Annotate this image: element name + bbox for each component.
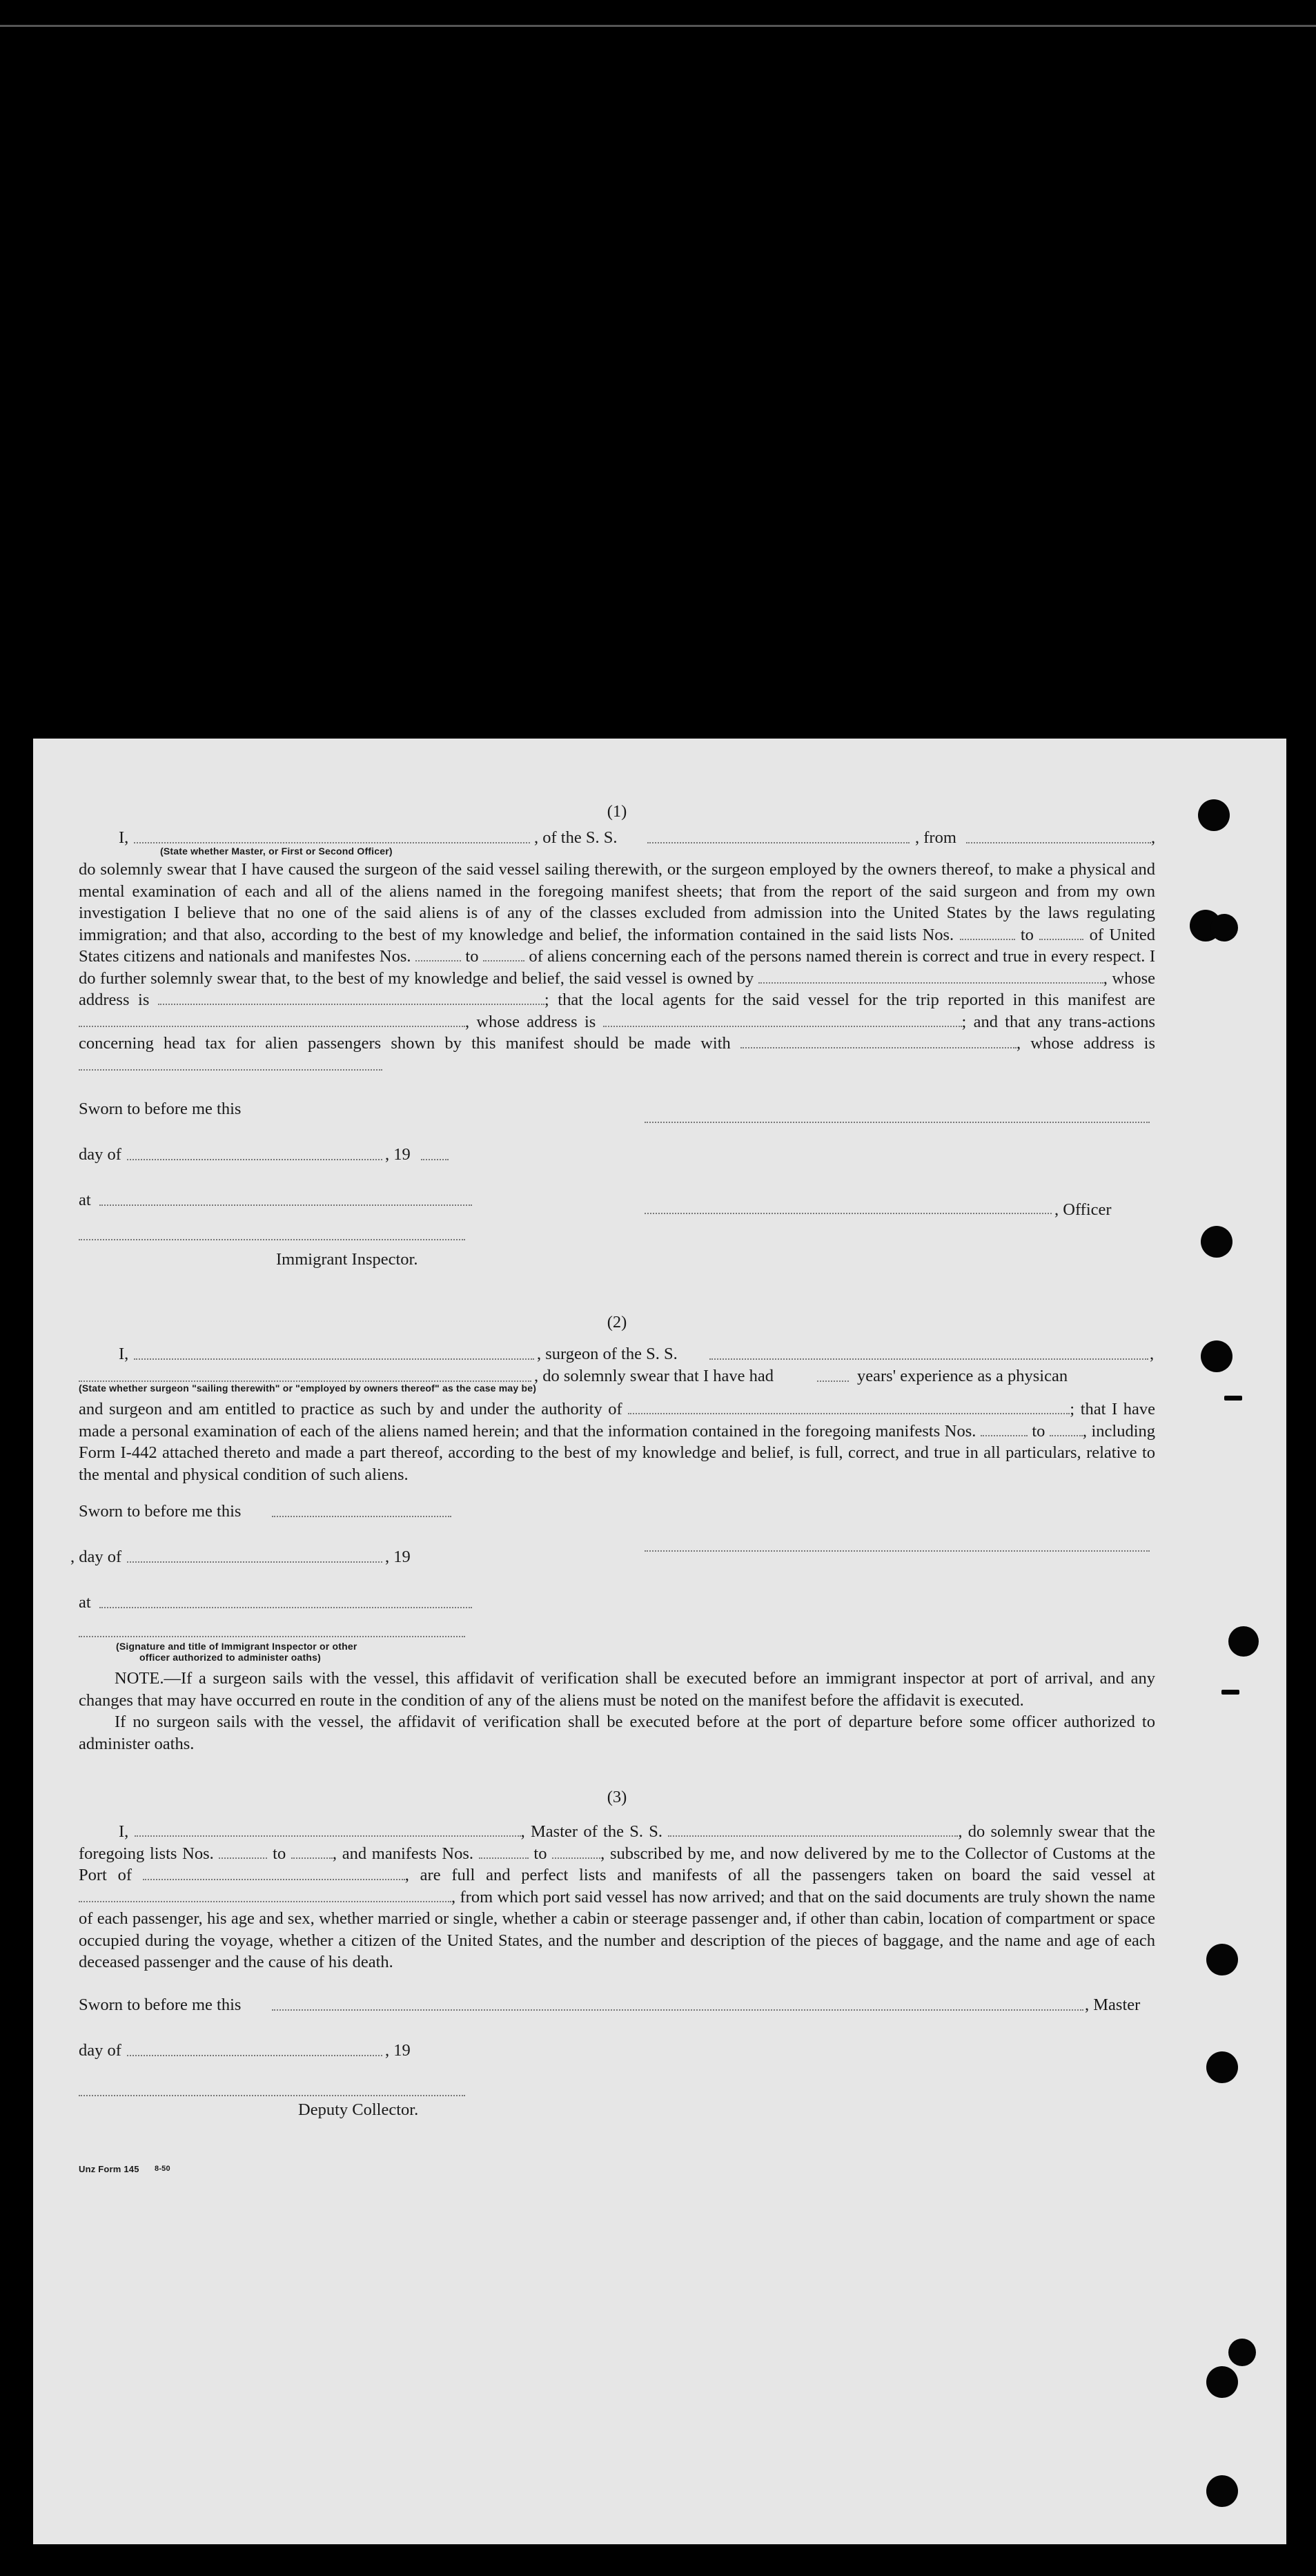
head-tax-party-blank — [740, 1035, 1017, 1048]
manifest-to-blank — [552, 1845, 600, 1859]
comma-text: , — [1151, 828, 1156, 847]
manifest-to-blank — [483, 948, 524, 962]
sworn-line: Sworn to before me this — [79, 1501, 1155, 1523]
punch-hole — [1206, 2475, 1238, 2507]
of-ss-text: , of the S. S. — [534, 828, 618, 847]
scan-edge-line — [0, 25, 1316, 27]
list-to-blank — [1039, 926, 1083, 940]
inspector-title: Immigrant Inspector. — [276, 1250, 418, 1269]
vessel-name-blank — [668, 1823, 958, 1837]
years-blank — [817, 1368, 849, 1382]
form-footer: Unz Form 145 8-50 — [79, 2163, 170, 2174]
authority-blank — [628, 1401, 1070, 1414]
from-port-blank — [966, 830, 1151, 843]
sworn-line: Sworn to before me this — [79, 1098, 1155, 1120]
inspector-line — [79, 1227, 1155, 1249]
sworn-line: Sworn to before me this , Master — [79, 1995, 1141, 2014]
port-blank — [143, 1866, 405, 1880]
master-name-blank — [135, 1823, 521, 1837]
signature-blank — [645, 1109, 1150, 1123]
punch-hole — [1198, 799, 1230, 831]
at-line: at — [79, 1592, 1155, 1614]
date-blank — [127, 2042, 382, 2056]
section-number: (2) — [607, 1313, 627, 1331]
date-blank — [127, 1146, 382, 1160]
place-blank — [99, 1594, 472, 1608]
oath-body: do solemnly swear that I have caused the surgeon of the said vessel sailing therewith, or the surgeon employed by the owners thereof, to make a physical and mental examination of each and all of the aliens named in the foregoing manifest sheets; that from the report of the said surgeon and from my own investigation I believe that no one of the said aliens is of any of the classes excluded from admission into the United States by the laws regulating immigration; and that also, according to the best of my knowledge and belief, the information contained in the said lists Nos. to of United States citizens and nationals and manifestes Nos. to of aliens concerning each of the persons named therein is correct and true in every respect. I do further solemnly swear that, to the best of my knowledge and belief, the said vessel is owned by , whose address is ; that the local agents for the said vessel for the trip reported in this manifest are , whose address is ; and that any trans-actions concerning head tax for alien passengers shown by this manifest should be made with , whose address is — [79, 859, 1155, 1076]
affidavit-form — [70, 801, 1156, 2180]
date-line: , day of , 19 — [79, 1546, 1155, 1568]
at-line: at , Officer — [79, 1191, 1112, 1219]
sworn-blank — [272, 1503, 451, 1517]
collector-blank — [79, 2082, 465, 2096]
officer-blank — [645, 1200, 1052, 1214]
section-3 — [79, 1786, 1155, 2180]
vessel-name-blank — [709, 1346, 1148, 1360]
document-page — [33, 739, 1286, 2544]
punch-hole — [1201, 1340, 1232, 1372]
sig-note: (Signature and title of Immigrant Inspector or other officer authorized to administer oaths) — [116, 1641, 357, 1663]
list-to-blank — [291, 1845, 333, 1859]
state-note: (State whether surgeon "sailing therewith" or "employed by owners thereof" as the case may be) — [79, 1383, 537, 1394]
manifest-from-blank — [415, 948, 461, 962]
list-from-blank — [960, 926, 1015, 940]
punch-mark — [1224, 1396, 1242, 1401]
manifest-to-blank — [1050, 1423, 1083, 1436]
owner-address-blank — [158, 991, 544, 1005]
surgeon-body: and surgeon and am entitled to practice as such by and under the authority of ; that I have made a personal examination of each of the aliens named herein; and that the information contained in the foregoing manifests Nos. to , including Form I-442 attached thereto and made a part thereof, according to the best of my knowledge and belief, is full, correct, and true in all particulars, relative to the mental and physical condition of such aliens. — [79, 1400, 1156, 1484]
from-text: , from — [915, 828, 956, 847]
collector-blank-line — [79, 2082, 1155, 2105]
section-2 — [70, 1311, 1156, 1767]
punch-hole — [1228, 2339, 1256, 2366]
manifest-from-blank — [981, 1423, 1028, 1436]
inspector-blank — [79, 1623, 465, 1637]
punch-hole — [1210, 914, 1238, 941]
owner-blank — [758, 970, 1103, 984]
section-number: (3) — [607, 1788, 627, 1806]
signature-blank — [272, 1997, 1083, 2011]
agents-blank — [79, 1013, 465, 1027]
note-paragraph: If no surgeon sails with the vessel, the affidavit of verification shall be executed before at the port of departure before some officer authorized to administer oaths. — [79, 1713, 1155, 1753]
surgeon-name-blank — [134, 1346, 534, 1360]
head-tax-address-blank — [79, 1057, 382, 1071]
place-blank — [99, 1192, 472, 1206]
experience-line: , do solemnly swear that I have had years' experience as a physican — [79, 1365, 1155, 1387]
state-note: (State whether Master, or First or Second Officer) — [160, 846, 393, 857]
punch-hole — [1206, 2051, 1238, 2083]
section-1 — [79, 801, 1155, 1311]
punch-hole — [1201, 1226, 1232, 1258]
inspector-blank — [79, 1227, 465, 1240]
punch-mark — [1221, 1690, 1239, 1695]
note-paragraph: NOTE.—If a surgeon sails with the vessel, this affidavit of verification shall be executed before an immigrant inspector at port of arrival, and any changes that may have occurred en route in the condition of any of the aliens must be noted on the manifest before the affidavit is executed. — [79, 1669, 1155, 1710]
agents-address-blank — [603, 1013, 962, 1027]
section-number: (1) — [607, 802, 627, 821]
vessel-name-blank — [647, 830, 910, 843]
date-line: day of , 19 — [79, 1144, 1155, 1166]
punch-hole — [1206, 1944, 1238, 1975]
embark-port-blank — [79, 1889, 451, 1902]
intro-text: I, — [119, 828, 129, 847]
date-blank — [127, 1549, 382, 1563]
manifest-from-blank — [479, 1845, 529, 1859]
punch-hole — [1206, 2366, 1238, 2398]
year-blank — [421, 1146, 449, 1160]
collector-title: Deputy Collector. — [298, 2100, 419, 2119]
date-line: day of , 19 — [79, 2040, 411, 2060]
punch-hole — [1228, 1626, 1259, 1657]
surgeon-line: I, , surgeon of the S. S. , — [119, 1345, 1155, 1363]
master-body: I, , Master of the S. S. , do solemnly swear that the foregoing lists Nos. to , and manifests Nos. to , subscribed by me, and now delivered by me to the Collector of Customs at the Port of , are full and perfect lists and manifests of all the passengers taken on board the said vessel at , from which port said vessel has now arrived; and that on the said documents are truly shown the name of each passenger, his age and sex, whether married or single, whether a cabin or steerage passenger and, if other than cabin, location of compartment or space occupied during the voyage, whether a citizen of the United States, and the number and description of the pieces of baggage, and the name and age of each deceased passenger and the cause of his death. — [79, 1822, 1156, 1971]
signature-blank — [645, 1538, 1150, 1552]
list-from-blank — [219, 1845, 267, 1859]
